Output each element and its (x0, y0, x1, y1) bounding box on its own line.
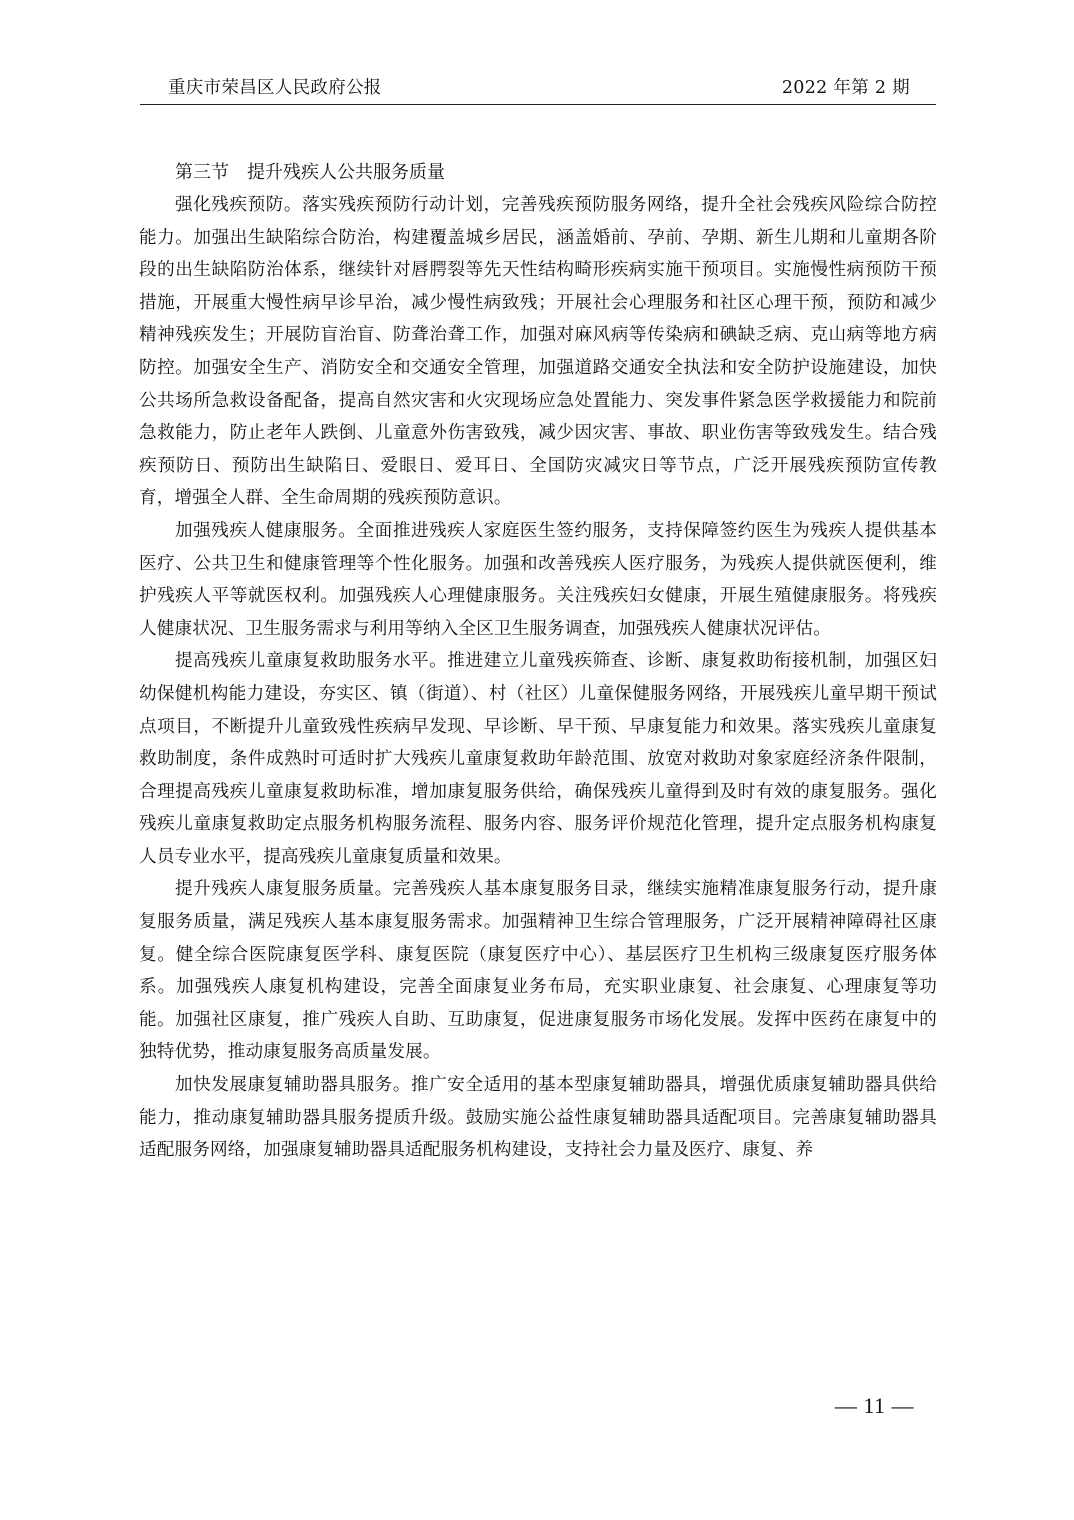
page-number: — 11 — (834, 1393, 914, 1418)
paragraph-disability-prevention: 强化残疾预防。落实残疾预防行动计划，完善残疾预防服务网络，提升全社会残疾风险综合防控能力。加强出生缺陷综合防治，构建覆盖城乡居民，涵盖婚前、孕前、孕期、新生儿期和儿童期各阶段的出生缺陷防治体系，继续针对唇腭裂等先天性结构畸形疾病实施干预项目。实施慢性病预防干预措施，开展重大慢性病早诊早治，减少慢性病致残；开展社会心理服务和社区心理干预，预防和减少精神残疾发生；开展防盲治盲、防聋治聋工作，加强对麻风病等传染病和碘缺乏病、克山病等地方病防控。加强安全生产、消防安全和交通安全管理，加强道路交通安全执法和安全防护设施建设，加快公共场所急救设备配备，提高自然灾害和火灾现场应急处置能力、突发事件紧急医学救援能力和院前急救能力，防止老年人跌倒、儿童意外伤害致残，减少因灾害、事故、职业伤害等致残发生。结合残疾预防日、预防出生缺陷日、爱眼日、爱耳日、全国防灾减灾日等节点，广泛开展残疾预防宣传教育，增强全人群、全生命周期的残疾预防意识。 (139, 195, 937, 509)
issue-label: 2022 年第 2 期 (781, 78, 910, 98)
paragraph-assistive-devices: 加快发展康复辅助器具服务。推广安全适用的基本型康复辅助器具，增强优质康复辅助器具供给能力，推动康复辅助器具服务提质升级。鼓励实施公益性康复辅助器具适配项目。完善康复辅助器具适配服务网络，加强康复辅助器具适配服务机构建设，支持社会力量及医疗、康复、养 (139, 1075, 937, 1161)
section-title: 第三节 提升残疾人公共服务质量 (175, 162, 445, 183)
paragraph-child-rehabilitation: 提高残疾儿童康复救助服务水平。推进建立儿童残疾筛查、诊断、康复救助衔接机制，加强区妇幼保健机构能力建设，夯实区、镇（街道）、村（社区）儿童保健服务网络，开展残疾儿童早期干预试点项目，不断提升儿童致残性疾病早发现、早诊断、早干预、早康复能力和效果。落实残疾儿童康复救助制度，条件成熟时可适时扩大残疾儿童康复救助年龄范围、放宽对救助对象家庭经济条件限制，合理提高残疾儿童康复救助标准，增加康复服务供给，确保残疾儿童得到及时有效的康复服务。强化残疾儿童康复救助定点服务机构服务流程、服务内容、服务评价规范化管理，提升定点服务机构康复人员专业水平，提高残疾儿童康复质量和效果。 (139, 651, 937, 867)
document-body (139, 157, 937, 1167)
page-header (140, 76, 936, 105)
paragraph-health-services: 加强残疾人健康服务。全面推进残疾人家庭医生签约服务，支持保障签约医生为残疾人提供基本医疗、公共卫生和健康管理等个性化服务。加强和改善残疾人医疗服务，为残疾人提供就医便利，维护残疾人平等就医权利。加强残疾人心理健康服务。关注残疾妇女健康，开展生殖健康服务。将残疾人健康状况、卫生服务需求与利用等纳入全区卫生服务调查，加强残疾人健康状况评估。 (139, 520, 937, 639)
publication-title: 重庆市荣昌区人民政府公报 (168, 78, 382, 98)
paragraph-rehabilitation-quality: 提升残疾人康复服务质量。完善残疾人基本康复服务目录，继续实施精准康复服务行动，提升康复服务质量，满足残疾人基本康复服务需求。加强精神卫生综合管理服务，广泛开展精神障碍社区康复。健全综合医院康复医学科、康复医院（康复医疗中心）、基层医疗卫生机构三级康复医疗服务体系。加强残疾人康复机构建设，完善全面康复业务布局，充实职业康复、社会康复、心理康复等功能。加强社区康复，推广残疾人自助、互助康复，促进康复服务市场化发展。发挥中医药在康复中的独特优势，推动康复服务高质量发展。 (139, 879, 937, 1063)
